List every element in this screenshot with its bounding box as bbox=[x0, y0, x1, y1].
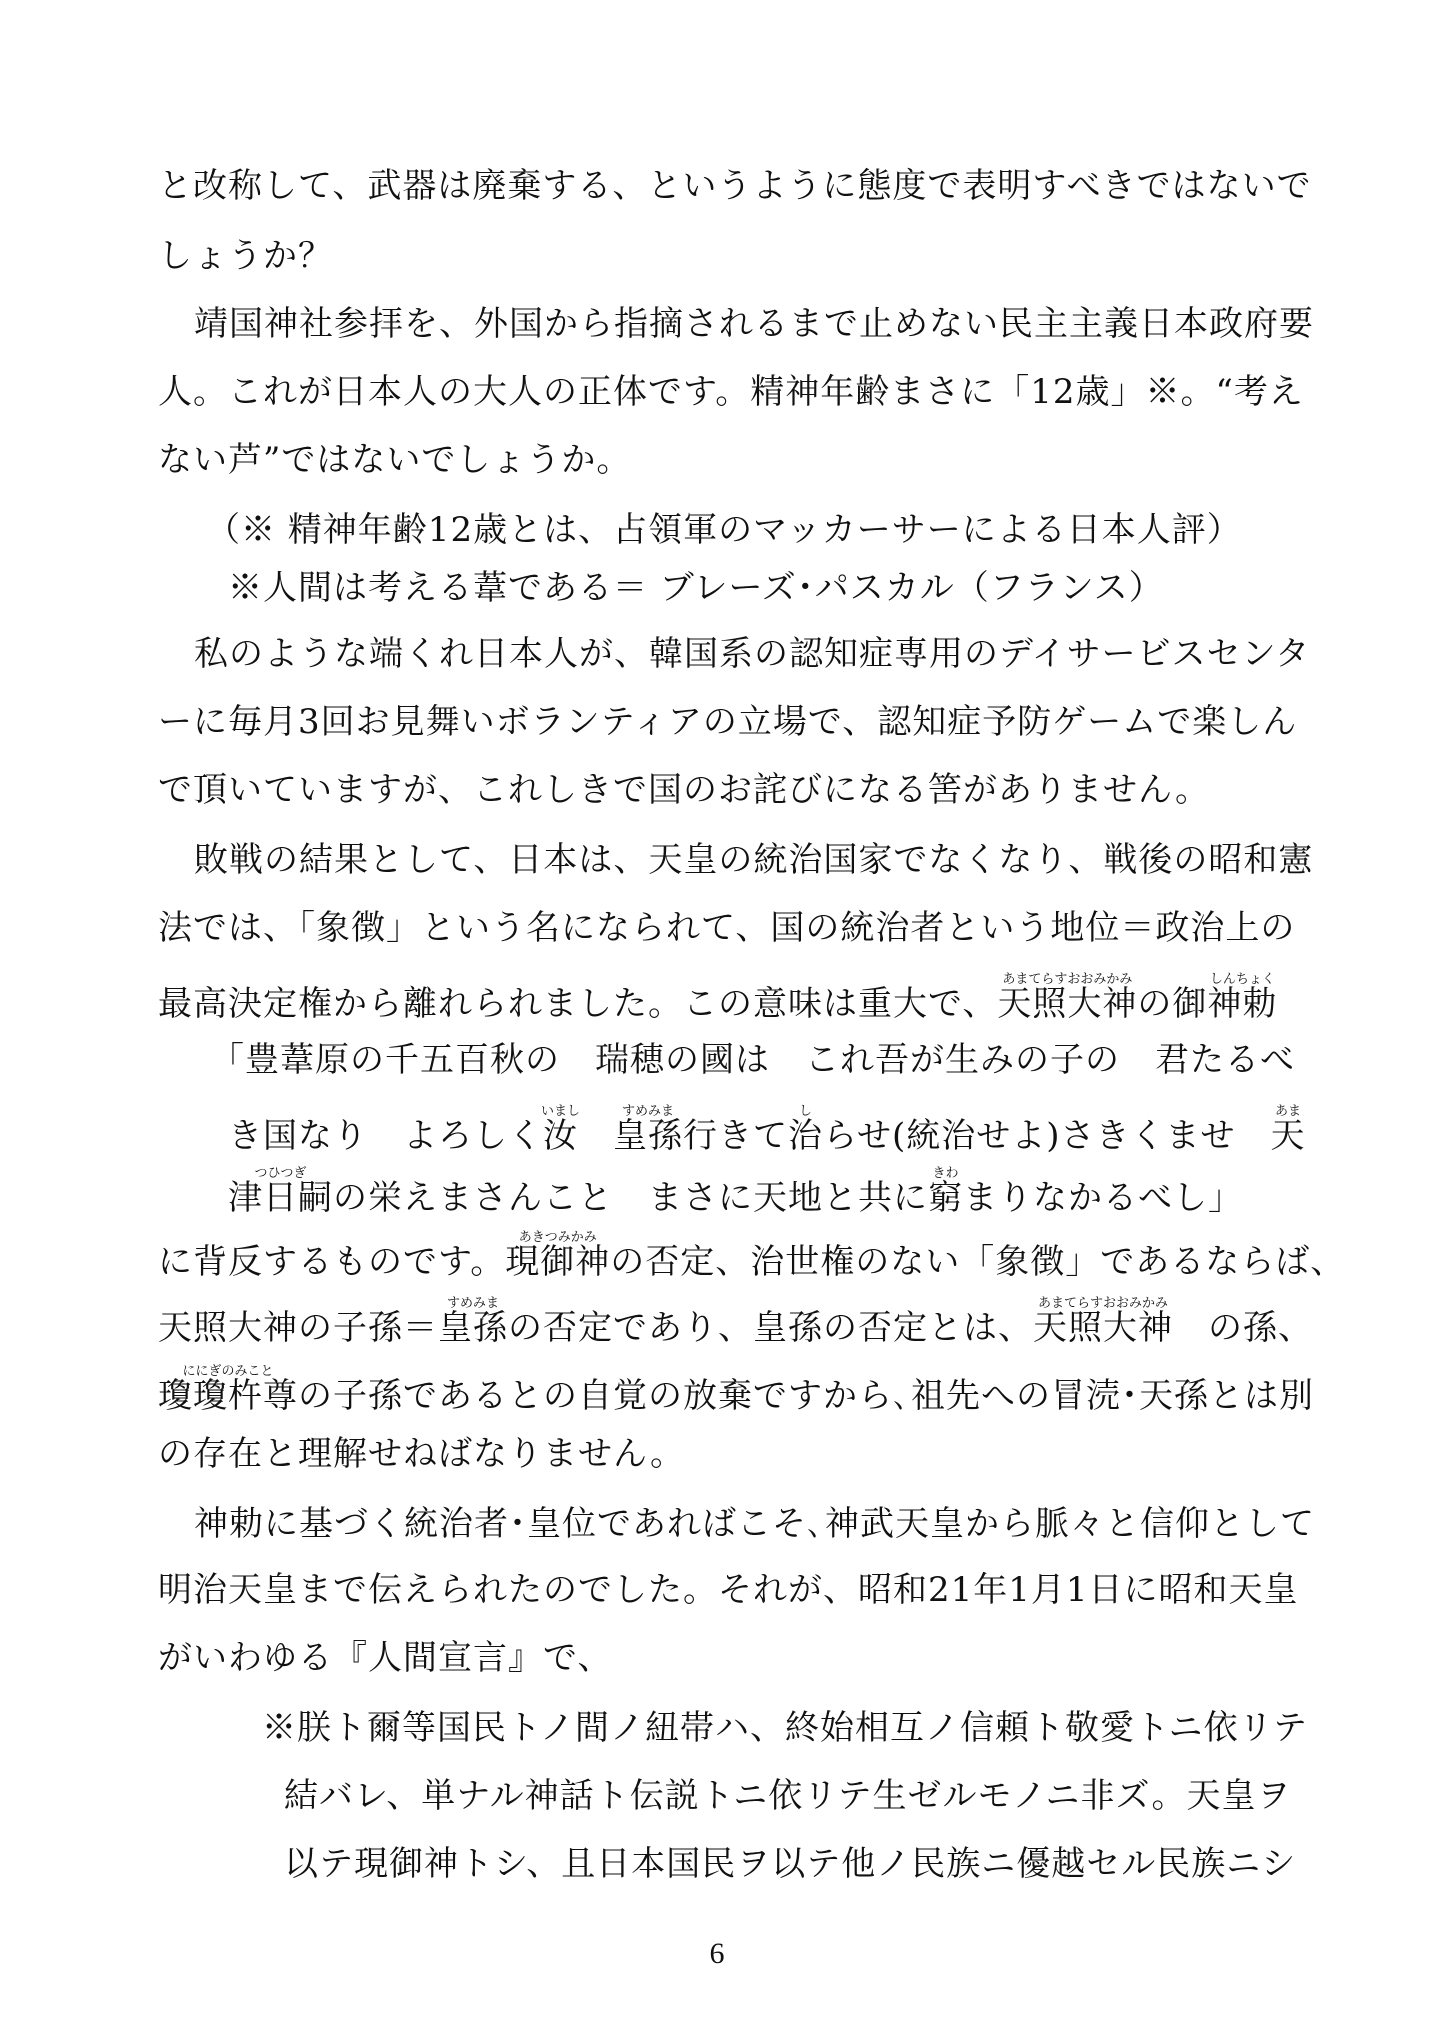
paragraph-3-line-1: 私のような端くれ日本人が、韓国系の認知症専用のデイサービスセンタ bbox=[194, 634, 1311, 674]
ruby-tsuhitsugi: 津日嗣つひつぎ bbox=[228, 1166, 333, 1218]
paragraph-6-line-1: 神勅に基づく統治者･皇位であればこそ､神武天皇から脈々と信仰として bbox=[194, 1504, 1315, 1544]
page-number: 6 bbox=[709, 1937, 725, 1970]
paragraph-4-line-2: 法では、「象徴」という名になられて、国の統治者という地位＝政治上の bbox=[158, 908, 1296, 948]
ruby-shi: 治し bbox=[788, 1104, 823, 1156]
paragraph-5-line-3: 瓊瓊杵尊ににぎのみことの子孫であるとの自覚の放棄ですから､祖先への冒涜･天孫とは別 bbox=[158, 1364, 1314, 1416]
edict-line-2: 結バレ、単ナル神話ト伝説トニ依リテ生ゼルモノニ非ズ。天皇ヲ bbox=[284, 1776, 1292, 1816]
ruby-akitsumikami: 現御神あきつみかみ bbox=[505, 1230, 611, 1282]
edict-line-3: 以テ現御神トシ、且日本国民ヲ以テ他ノ民族ニ優越セル民族ニシ bbox=[284, 1844, 1297, 1884]
ruby-ninigi: 瓊瓊杵尊ににぎのみこと bbox=[158, 1364, 298, 1416]
paragraph-4-line-3: 最高決定権から離れられました。この意味は重大で、天照大神あまてらすおおみかみの御神勅しんちょく bbox=[158, 972, 1278, 1024]
paragraph-2-line-1: 靖国神社参拝を、外国から指摘されるまで止めない民主主義日本政府要 bbox=[194, 304, 1314, 344]
ruby-ama: 天あま bbox=[1270, 1104, 1306, 1156]
paragraph-1-line-2: しょうか？ bbox=[158, 236, 333, 276]
paragraph-2-line-3: ない芦”ではないでしょうか。 bbox=[158, 440, 632, 480]
ruby-sumemima: 皇孫すめみま bbox=[613, 1104, 683, 1156]
quote-line-1: 「豊葦原の千五百秋の 瑞穂の國は これ吾が生みの子の 君たるべ bbox=[210, 1040, 1295, 1080]
ruby-sumemima-2: 皇孫すめみま bbox=[438, 1296, 508, 1348]
paragraph-3-line-3: で頂いていますが、これしきで国のお詫びになる筈がありません。 bbox=[158, 770, 1211, 810]
ruby-imashi: 汝いまし bbox=[541, 1104, 581, 1156]
ruby-shinchoku: 神勅しんちょく bbox=[1207, 972, 1278, 1024]
paragraph-6-line-2: 明治天皇まで伝えられたのでした。それが、昭和21年1月1日に昭和天皇 bbox=[158, 1570, 1299, 1610]
paragraph-5-line-2: 天照大神の子孫＝皇孫すめみまの否定であり、皇孫の否定とは、天照大神あまてらすおおみかみ の孫、 bbox=[158, 1296, 1313, 1348]
ruby-amaterasu-2: 天照大神あまてらすおおみかみ bbox=[1033, 1296, 1173, 1348]
quote-line-2: き国なり よろしく汝いまし 皇孫すめみま行きて治しらせ(統治せよ)さきくませ 天あま bbox=[228, 1104, 1306, 1156]
note-mental-age: （※ 精神年齢12歳とは、占領軍のマッカーサーによる日本人評） bbox=[206, 510, 1242, 550]
quote-line-3: 津日嗣つひつぎの栄えまさんこと まさに天地と共に窮きわまりなかるべし」 bbox=[228, 1166, 1243, 1218]
ruby-kiwa: 窮きわ bbox=[928, 1166, 963, 1218]
note-pascal: ※人間は考える葦である＝ ブレーズ･パスカル（フランス） bbox=[228, 568, 1164, 608]
paragraph-2-line-2: 人。これが日本人の大人の正体です。精神年齢まさに「12歳」※。“考え bbox=[158, 372, 1304, 412]
paragraph-5-line-1: に背反するものです。現御神あきつみかみの否定、治世権のない「象徴」であるならば、 bbox=[158, 1230, 1346, 1282]
edict-line-1: ※朕ト爾等国民トノ間ノ紐帯ハ、終始相互ノ信頼ト敬愛トニ依リテ bbox=[262, 1708, 1308, 1748]
paragraph-1-line-1: と改称して、武器は廃棄する、というように態度で表明すべきではないで bbox=[158, 166, 1312, 206]
paragraph-4-line-1: 敗戦の結果として、日本は、天皇の統治国家でなくなり、戦後の昭和憲 bbox=[194, 840, 1314, 880]
paragraph-3-line-2: ーに毎月3回お見舞いボランティアの立場で、認知症予防ゲームで楽しん bbox=[158, 702, 1298, 742]
paragraph-5-line-4: の存在と理解せねばなりません。 bbox=[158, 1434, 686, 1474]
paragraph-6-line-3: がいわゆる『人間宣言』で、 bbox=[158, 1638, 613, 1678]
ruby-amaterasu: 天照大神あまてらすおおみかみ bbox=[997, 972, 1138, 1024]
